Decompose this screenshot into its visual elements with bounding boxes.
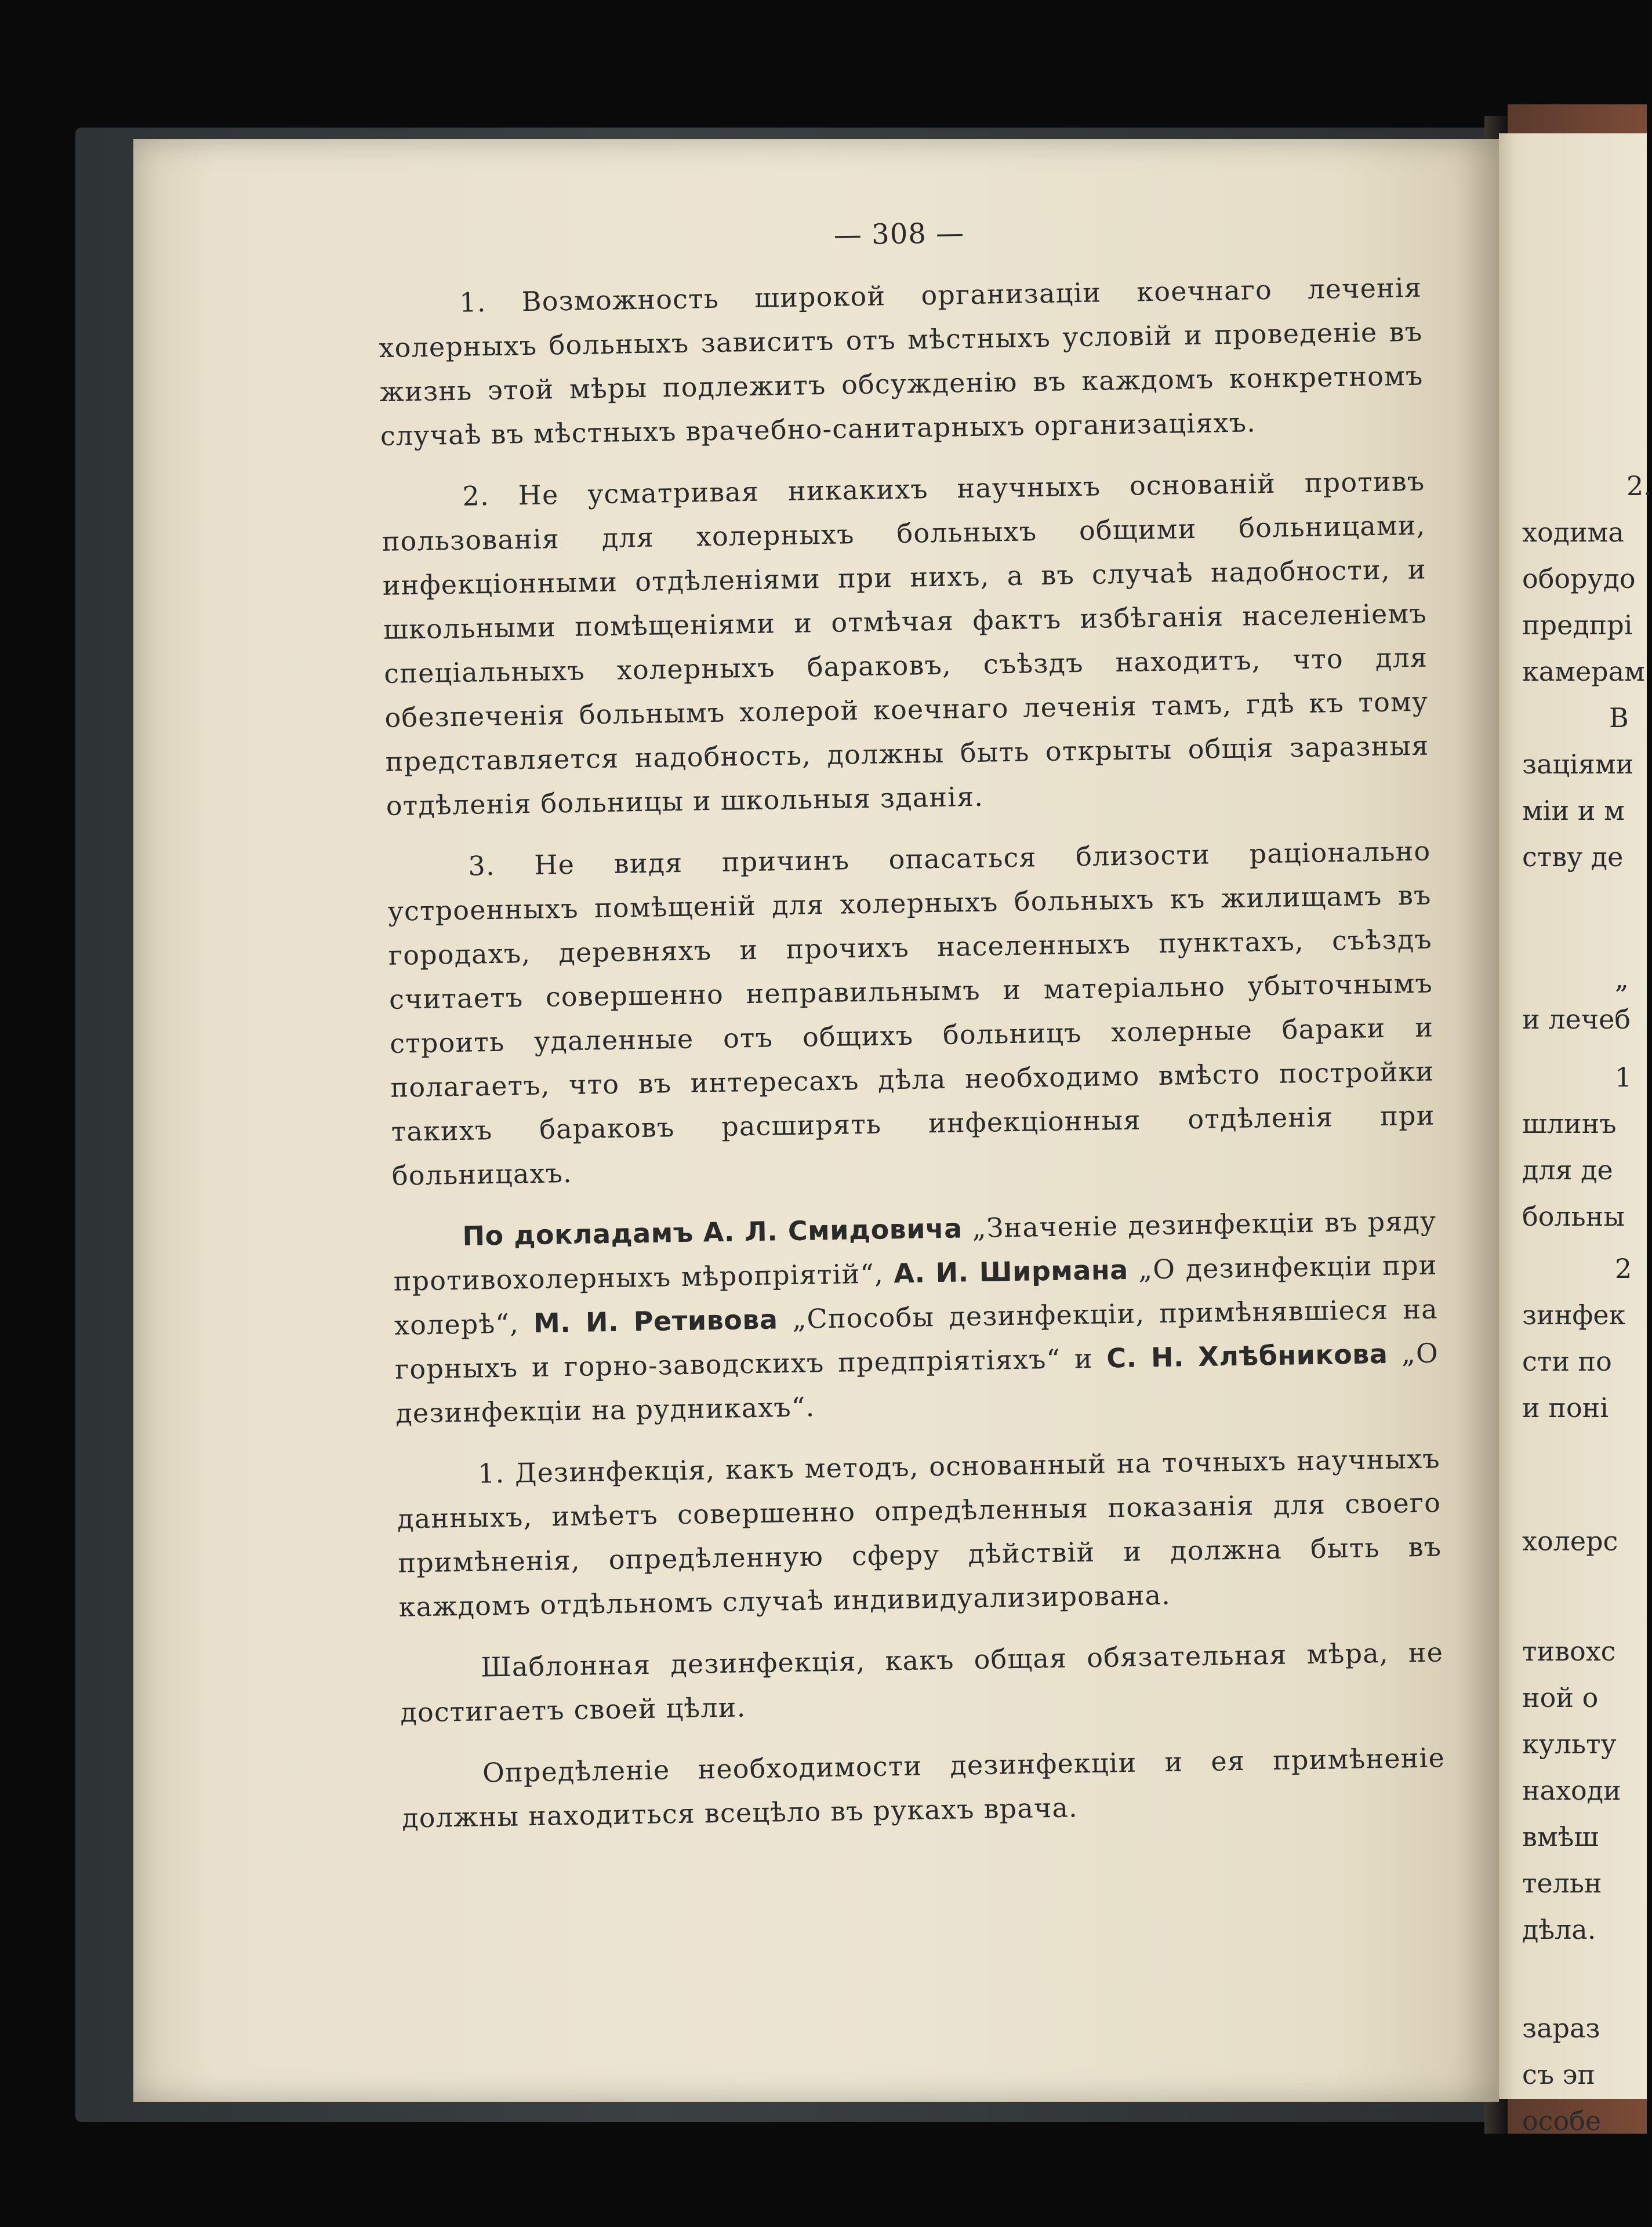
author-khlebnikov: С. Н. Хлѣбникова — [1106, 1338, 1388, 1374]
right-line: заціями — [1522, 749, 1634, 780]
author-retivov: М. И. Ретивова — [533, 1303, 778, 1339]
right-line: больны — [1522, 1201, 1625, 1232]
right-line: зинфек — [1522, 1299, 1626, 1331]
right-line: съ эп — [1522, 2059, 1596, 2090]
right-line: 2 — [1615, 1253, 1632, 1284]
right-line: предпрі — [1522, 609, 1633, 641]
right-line: особе — [1522, 2105, 1602, 2137]
right-line: тивохс — [1522, 1636, 1616, 1667]
right-line: оборудо — [1522, 563, 1636, 594]
right-line: В — [1609, 702, 1629, 733]
right-line: находи — [1522, 1775, 1621, 1806]
paragraph-4: 1. Дезинфекція, какъ методъ, основанный на точныхъ научныхъ данныхъ, имѣетъ совершенно опредѣленныя показанія для своего примѣненія, опредѣленную сферу дѣйствій и должна быть въ каждомъ отдѣльномъ случаѣ индивидуализирована. — [397, 1443, 1442, 1623]
right-line: сти по — [1522, 1346, 1612, 1377]
right-line: шлинъ — [1522, 1108, 1617, 1139]
paragraph-2: 2. Не усматривая никакихъ научныхъ основаній противъ пользованія для холерныхъ больныхъ общими больницами, инфекціонными отдѣленіями при нихъ, а въ случаѣ надобности, и школьными помѣщеніями и отмѣчая фактъ избѣганія населеніемъ спеціальныхъ холерныхъ бараковъ, съѣздъ находитъ, что для обезпеченія больнымъ холерой коечнаго леченія тамъ, гдѣ къ тому представляется надобность, должны быть открыты общія заразныя отдѣленія больницы и школьныя зданія. — [382, 465, 1429, 822]
report-title-3: „Способы дезинфекціи, примѣнявшіеся на горныхъ и горно-заводскихъ предпріятіяхъ“ и — [394, 1293, 1439, 1385]
author-smidovich: А. Л. Смидовича — [703, 1212, 963, 1248]
reports-intro: По докладамъ — [462, 1216, 694, 1252]
right-line: и поні — [1522, 1392, 1609, 1423]
right-line: и лечеб — [1522, 1004, 1631, 1035]
paragraph-5: Шаблонная дезинфекція, какъ общая обязательная мѣра, не достигаетъ своей цѣли. — [400, 1636, 1444, 1728]
right-line: „ — [1615, 963, 1629, 994]
paragraph-6: Опредѣленіе необходимости дезинфекціи и ея примѣненіе должны находиться всецѣло въ рукахъ врача. — [401, 1742, 1446, 1834]
right-line: 1 — [1615, 1062, 1632, 1093]
right-line: 2. — [1626, 470, 1652, 502]
right-line: культу — [1522, 1728, 1617, 1760]
right-line: камерам — [1522, 656, 1645, 687]
right-page — [1499, 133, 1652, 2137]
report-title-4: „О дезинфекціи на рудникахъ“. — [395, 1337, 1439, 1429]
right-line: тельн — [1522, 1868, 1602, 1899]
paragraph-3: 3. Не видя причинъ опасаться близости раціонально устроенныхъ помѣщеній для холерныхъ больныхъ къ жилищамъ въ городахъ, деревняхъ и прочихъ населенныхъ пунктахъ, съѣздъ считаетъ совершенно неправильнымъ и матеріально убыточнымъ строить удаленные отъ общихъ больницъ холерные бараки и полагаетъ, что въ интересахъ дѣла необходимо вмѣсто постройки такихъ бараковъ расширять инфекціонныя отдѣленія при больницахъ. — [387, 835, 1435, 1191]
report-title-2: „О дезинфекціи при холерѣ“, — [394, 1249, 1437, 1341]
right-line: зараз — [1522, 2012, 1600, 2044]
right-line: ходима — [1522, 517, 1624, 548]
right-line: холерс — [1522, 1525, 1618, 1557]
reports-paragraph — [393, 1199, 1440, 1436]
right-line: вмѣш — [1522, 1821, 1599, 1852]
paragraph-1: 1. Возможность широкой организаціи коечнаго леченія холерныхъ больныхъ зависитъ отъ мѣстныхъ условій и проведеніе въ жизнь этой мѣры подлежитъ обсужденію въ каждомъ конкретномъ случаѣ въ мѣстныхъ врачебно-санитарныхъ организаціяхъ. — [379, 271, 1424, 452]
left-page-text — [377, 204, 1446, 1858]
right-line: міи и м — [1522, 795, 1625, 826]
right-line: для де — [1522, 1154, 1613, 1186]
page-number: — 308 — — [833, 217, 965, 252]
right-line: ству де — [1522, 841, 1624, 873]
author-shirman: А. И. Ширмана — [893, 1254, 1129, 1289]
right-line: ной о — [1522, 1682, 1599, 1713]
report-title-1: „Значеніе дезинфекціи въ ряду противохолерныхъ мѣропріятій“, — [393, 1205, 1437, 1297]
right-line: дѣла. — [1522, 1914, 1596, 1945]
